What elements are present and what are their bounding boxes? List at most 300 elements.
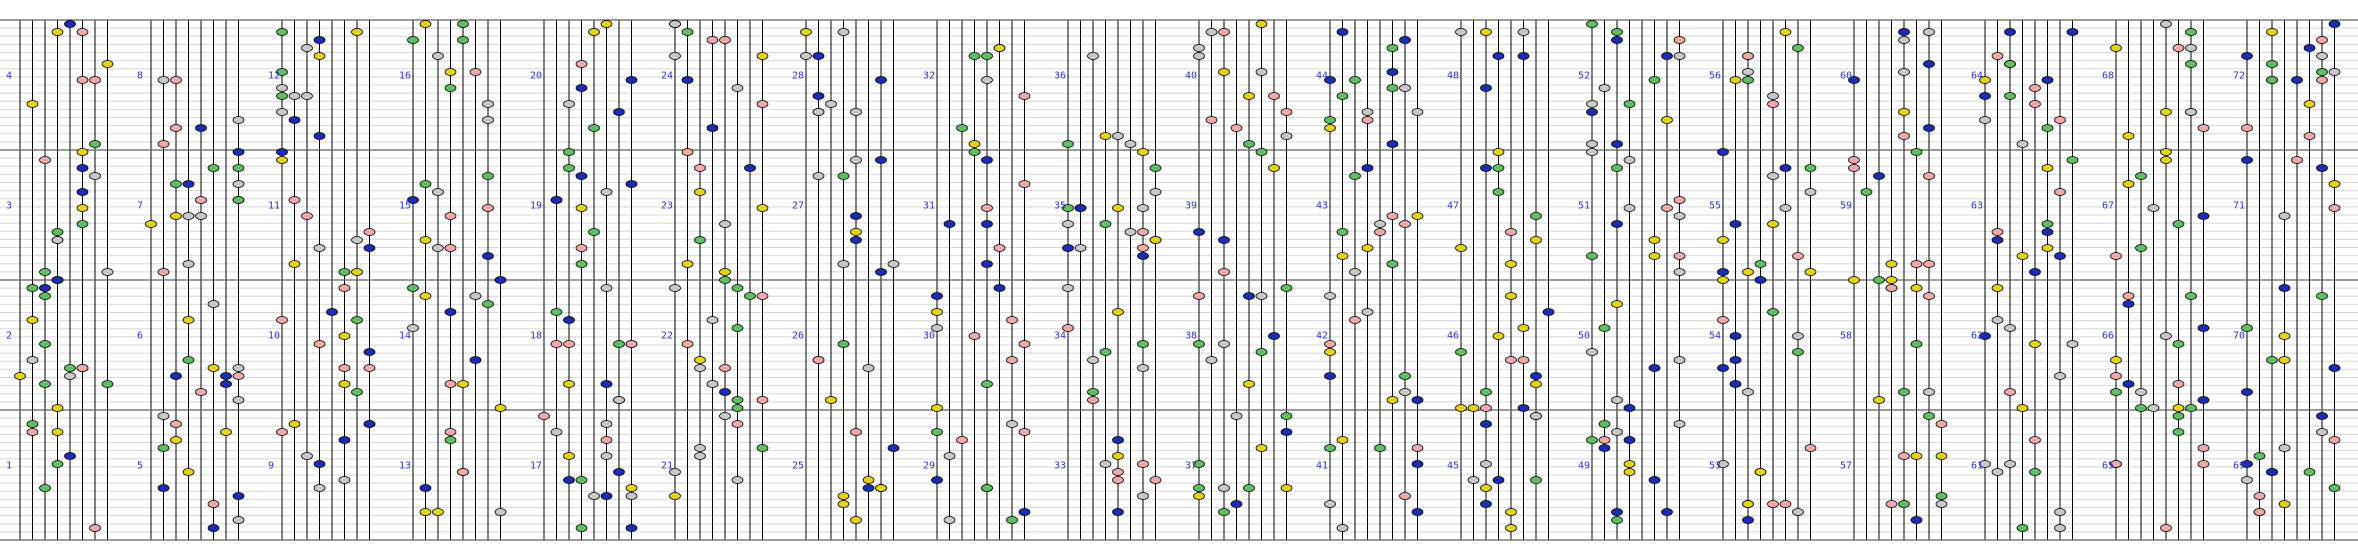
note-green <box>1007 517 1018 524</box>
note-gray <box>339 477 350 484</box>
note-gray <box>614 397 625 404</box>
note-blue <box>551 197 562 204</box>
note-blue <box>314 133 325 140</box>
note-blue <box>2317 165 2328 172</box>
note-yellow <box>27 317 38 324</box>
note-gray <box>2148 405 2159 412</box>
note-yellow <box>876 485 887 492</box>
note-yellow <box>801 29 812 36</box>
note-red <box>982 205 993 212</box>
note-red <box>757 293 768 300</box>
note-blue <box>233 149 244 156</box>
note-yellow <box>15 373 26 380</box>
note-blue <box>932 477 943 484</box>
note-red <box>1674 253 1685 260</box>
measure-number-label: 9 <box>268 460 275 472</box>
note-blue <box>2279 285 2290 292</box>
note-blue <box>364 245 375 252</box>
note-green <box>2186 405 2197 412</box>
note-yellow <box>2173 405 2184 412</box>
note-blue <box>682 77 693 84</box>
note-blue <box>863 485 874 492</box>
note-yellow <box>171 213 182 220</box>
note-yellow <box>2111 45 2122 52</box>
note-gray <box>1400 85 1411 92</box>
note-yellow <box>2161 109 2172 116</box>
note-gray <box>1231 413 1242 420</box>
note-gray <box>90 173 101 180</box>
note-blue <box>65 453 76 460</box>
note-yellow <box>1518 325 1529 332</box>
note-blue <box>1481 501 1492 508</box>
note-gray <box>670 21 681 28</box>
note-red <box>90 525 101 532</box>
note-green <box>2030 469 2041 476</box>
measure-number-label: 61 <box>1971 460 1984 472</box>
note-red <box>576 61 587 68</box>
note-green <box>1743 77 1754 84</box>
note-gray <box>2186 109 2197 116</box>
note-yellow <box>826 397 837 404</box>
note-red <box>77 29 88 36</box>
note-yellow <box>1624 461 1635 468</box>
note-yellow <box>1456 405 1467 412</box>
note-red <box>1936 421 1947 428</box>
note-yellow <box>1113 453 1124 460</box>
note-green <box>732 285 743 292</box>
note-green <box>732 397 743 404</box>
note-yellow <box>682 261 693 268</box>
note-green <box>2173 221 2184 228</box>
note-red <box>969 333 980 340</box>
measure-number-label: 20 <box>530 70 543 82</box>
measure-number-label: 1 <box>6 460 13 472</box>
note-gray <box>801 53 812 60</box>
note-gray <box>1743 389 1754 396</box>
note-green <box>2267 61 2278 68</box>
note-red <box>1599 437 1610 444</box>
note-yellow <box>1269 165 1280 172</box>
note-red <box>1412 445 1423 452</box>
note-blue <box>1412 461 1423 468</box>
note-green <box>932 429 943 436</box>
note-yellow <box>1456 245 1467 252</box>
note-green <box>576 525 587 532</box>
note-green <box>40 485 51 492</box>
note-yellow <box>1911 453 1922 460</box>
note-blue <box>851 237 862 244</box>
note-green <box>1587 21 1598 28</box>
note-red <box>2198 445 2209 452</box>
note-red <box>1400 221 1411 228</box>
measure-number-label: 22 <box>661 330 674 342</box>
note-green <box>1861 189 1872 196</box>
note-blue <box>1481 421 1492 428</box>
note-yellow <box>1743 501 1754 508</box>
note-blue <box>1980 93 1991 100</box>
note-green <box>352 389 363 396</box>
note-blue <box>2198 213 2209 220</box>
note-yellow <box>2161 149 2172 156</box>
note-blue <box>1755 277 1766 284</box>
note-red <box>1007 357 1018 364</box>
note-blue <box>1019 509 1030 516</box>
note-red <box>1674 197 1685 204</box>
note-yellow <box>1874 397 1885 404</box>
note-green <box>2042 221 2053 228</box>
note-green <box>2173 341 2184 348</box>
note-blue <box>2055 253 2066 260</box>
note-green <box>1194 341 1205 348</box>
note-green <box>2254 453 2265 460</box>
note-blue <box>564 477 575 484</box>
note-green <box>1256 349 1267 356</box>
note-gray <box>2186 45 2197 52</box>
note-yellow <box>339 381 350 388</box>
note-green <box>1387 261 1398 268</box>
measure-number-label: 37 <box>1185 460 1198 472</box>
note-blue <box>1911 517 1922 524</box>
note-gray <box>826 101 837 108</box>
note-yellow <box>1992 285 2003 292</box>
note-gray <box>1362 109 1373 116</box>
note-blue <box>2292 77 2303 84</box>
note-blue <box>614 469 625 476</box>
note-green <box>732 405 743 412</box>
note-green <box>957 125 968 132</box>
note-gray <box>1980 117 1991 124</box>
note-green <box>1649 77 1660 84</box>
note-yellow <box>77 205 88 212</box>
note-yellow <box>1899 109 1910 116</box>
note-blue <box>65 21 76 28</box>
note-yellow <box>52 29 63 36</box>
measure-number-label: 65 <box>2102 460 2115 472</box>
note-yellow <box>77 149 88 156</box>
note-gray <box>601 453 612 460</box>
note-red <box>564 341 575 348</box>
note-red <box>158 141 169 148</box>
note-blue <box>1662 53 1673 60</box>
note-green <box>2186 29 2197 36</box>
note-yellow <box>102 61 113 68</box>
measure-number-label: 10 <box>268 330 281 342</box>
note-blue <box>314 37 325 44</box>
note-yellow <box>1911 285 1922 292</box>
note-red <box>445 381 456 388</box>
note-yellow <box>1849 277 1860 284</box>
note-blue <box>1244 293 1255 300</box>
note-gray <box>589 493 600 500</box>
note-gray <box>352 237 363 244</box>
note-yellow <box>1886 261 1897 268</box>
note-blue <box>1531 373 1542 380</box>
note-yellow <box>757 53 768 60</box>
note-yellow <box>1506 261 1517 268</box>
note-yellow <box>695 189 706 196</box>
note-gray <box>1924 389 1935 396</box>
note-gray <box>2055 509 2066 516</box>
note-green <box>1793 45 1804 52</box>
note-blue <box>813 53 824 60</box>
note-gray <box>1612 397 1623 404</box>
note-blue <box>1612 221 1623 228</box>
note-green <box>1599 325 1610 332</box>
note-blue <box>2267 469 2278 476</box>
note-yellow <box>932 405 943 412</box>
note-blue <box>2198 325 2209 332</box>
note-yellow <box>1743 269 1754 276</box>
note-green <box>2304 469 2315 476</box>
note-gray <box>1063 221 1074 228</box>
note-yellow <box>352 29 363 36</box>
note-red <box>2111 253 2122 260</box>
note-gray <box>2161 21 2172 28</box>
note-green <box>757 445 768 452</box>
note-red <box>1400 493 1411 500</box>
note-red <box>445 245 456 252</box>
note-red <box>1780 501 1791 508</box>
measure-number-label: 66 <box>2102 330 2115 342</box>
measure-number-label: 38 <box>1185 330 1198 342</box>
note-gray <box>851 157 862 164</box>
note-blue <box>1493 53 1504 60</box>
note-red <box>2317 37 2328 44</box>
note-blue <box>1730 381 1741 388</box>
note-blue <box>745 165 756 172</box>
note-green <box>2136 405 2147 412</box>
note-gray <box>1325 293 1336 300</box>
note-gray <box>1481 461 1492 468</box>
note-blue <box>2042 77 2053 84</box>
measure-number-label: 64 <box>1971 70 1984 82</box>
note-gray <box>1992 317 2003 324</box>
note-yellow <box>838 493 849 500</box>
note-yellow <box>1886 277 1897 284</box>
note-yellow <box>1662 117 1673 124</box>
note-gray <box>233 117 244 124</box>
note-green <box>2136 173 2147 180</box>
note-gray <box>1899 69 1910 76</box>
note-blue <box>445 309 456 316</box>
note-blue <box>77 189 88 196</box>
note-green <box>2136 245 2147 252</box>
note-gray <box>314 245 325 252</box>
note-yellow <box>994 45 1005 52</box>
measure-number-label: 59 <box>1840 200 1853 212</box>
measure-number-label: 49 <box>1578 460 1591 472</box>
note-blue <box>1612 141 1623 148</box>
note-green <box>1350 173 1361 180</box>
note-yellow <box>1113 205 1124 212</box>
note-yellow <box>1100 133 1111 140</box>
note-yellow <box>1412 213 1423 220</box>
note-green <box>1911 149 1922 156</box>
note-yellow <box>339 333 350 340</box>
note-red <box>2173 45 2184 52</box>
note-yellow <box>670 493 681 500</box>
measure-number-label: 60 <box>1840 70 1853 82</box>
note-gray <box>838 261 849 268</box>
note-blue <box>1992 237 2003 244</box>
note-gray <box>695 445 706 452</box>
note-green <box>90 141 101 148</box>
note-green <box>2317 293 2328 300</box>
note-blue <box>1481 165 1492 172</box>
note-red <box>1793 253 1804 260</box>
measure-number-label: 32 <box>923 70 936 82</box>
measure-number-label: 67 <box>2102 200 2115 212</box>
note-blue <box>1113 509 1124 516</box>
note-blue <box>851 213 862 220</box>
note-green <box>1325 445 1336 452</box>
measure-number-label: 52 <box>1578 70 1591 82</box>
note-gray <box>838 29 849 36</box>
note-red <box>1219 269 1230 276</box>
note-gray <box>1375 221 1386 228</box>
note-gray <box>1400 389 1411 396</box>
note-blue <box>1493 477 1504 484</box>
note-green <box>614 341 625 348</box>
note-red <box>551 341 562 348</box>
note-gray <box>1206 357 1217 364</box>
note-gray <box>2005 325 2016 332</box>
note-red <box>40 157 51 164</box>
note-red <box>1206 117 1217 124</box>
note-yellow <box>1194 493 1205 500</box>
note-gray <box>1138 365 1149 372</box>
note-gray <box>289 93 300 100</box>
note-gray <box>433 53 444 60</box>
note-green <box>1244 485 1255 492</box>
note-gray <box>2242 477 2253 484</box>
note-yellow <box>720 269 731 276</box>
note-yellow <box>601 21 612 28</box>
note-red <box>601 437 612 444</box>
note-red <box>483 205 494 212</box>
note-blue <box>614 109 625 116</box>
note-red <box>1718 317 1729 324</box>
note-gray <box>1587 101 1598 108</box>
note-blue <box>2317 413 2328 420</box>
note-blue <box>339 437 350 444</box>
note-blue <box>1624 437 1635 444</box>
note-gray <box>2055 525 2066 532</box>
note-blue <box>52 277 63 284</box>
note-green <box>982 485 993 492</box>
note-red <box>314 341 325 348</box>
note-red <box>1113 477 1124 484</box>
note-yellow <box>146 221 157 228</box>
note-gray <box>1468 477 1479 484</box>
note-blue <box>1269 333 1280 340</box>
note-blue <box>183 181 194 188</box>
note-yellow <box>2161 157 2172 164</box>
note-gray <box>1793 509 1804 516</box>
note-gray <box>2148 205 2159 212</box>
note-yellow <box>757 205 768 212</box>
note-gray <box>1936 501 1947 508</box>
note-blue <box>2005 29 2016 36</box>
note-blue <box>1362 165 1373 172</box>
note-green <box>1493 189 1504 196</box>
measure-number-label: 25 <box>792 460 805 472</box>
measure-number-label: 4 <box>6 70 13 82</box>
note-red <box>1768 501 1779 508</box>
note-blue <box>707 125 718 132</box>
note-gray <box>483 117 494 124</box>
note-green <box>40 269 51 276</box>
note-yellow <box>1337 437 1348 444</box>
note-blue <box>77 165 88 172</box>
note-gray <box>1743 69 1754 76</box>
measure-number-label: 51 <box>1578 200 1591 212</box>
note-blue <box>221 373 232 380</box>
note-green <box>720 277 731 284</box>
measure-number-label: 14 <box>399 330 412 342</box>
note-yellow <box>208 365 219 372</box>
notes-layer <box>15 21 2341 532</box>
note-gray <box>1138 493 1149 500</box>
measure-number-label: 35 <box>1054 200 1067 212</box>
note-yellow <box>932 309 943 316</box>
note-blue <box>495 277 506 284</box>
note-gray <box>1768 173 1779 180</box>
note-green <box>1493 165 1504 172</box>
note-green <box>1281 285 1292 292</box>
note-red <box>851 429 862 436</box>
note-blue <box>196 125 207 132</box>
note-yellow <box>445 69 456 76</box>
measure-number-label: 33 <box>1054 460 1067 472</box>
measure-number-label: 43 <box>1316 200 1329 212</box>
note-yellow <box>1780 29 1791 36</box>
note-green <box>1612 165 1623 172</box>
note-green <box>458 21 469 28</box>
note-gray <box>183 261 194 268</box>
note-red <box>289 197 300 204</box>
note-green <box>982 53 993 60</box>
note-yellow <box>838 501 849 508</box>
note-red <box>2329 437 2340 444</box>
measure-number-label: 39 <box>1185 200 1198 212</box>
measure-number-label: 46 <box>1447 330 1460 342</box>
note-blue <box>1649 477 1660 484</box>
note-yellow <box>183 317 194 324</box>
note-blue <box>876 269 887 276</box>
note-yellow <box>289 261 300 268</box>
note-gray <box>1612 429 1623 436</box>
note-gray <box>707 381 718 388</box>
note-gray <box>670 285 681 292</box>
measure-number-label: 41 <box>1316 460 1329 472</box>
note-yellow <box>1506 293 1517 300</box>
measure-number-label: 17 <box>530 460 543 472</box>
note-yellow <box>1493 149 1504 156</box>
note-red <box>2242 125 2253 132</box>
note-red <box>1194 293 1205 300</box>
note-green <box>2042 125 2053 132</box>
note-green <box>1924 413 1935 420</box>
note-blue <box>626 181 637 188</box>
note-gray <box>1674 357 1685 364</box>
note-yellow <box>171 437 182 444</box>
note-red <box>1899 453 1910 460</box>
note-red <box>2123 293 2134 300</box>
note-red <box>208 501 219 508</box>
note-red <box>757 397 768 404</box>
note-blue <box>1194 229 1205 236</box>
